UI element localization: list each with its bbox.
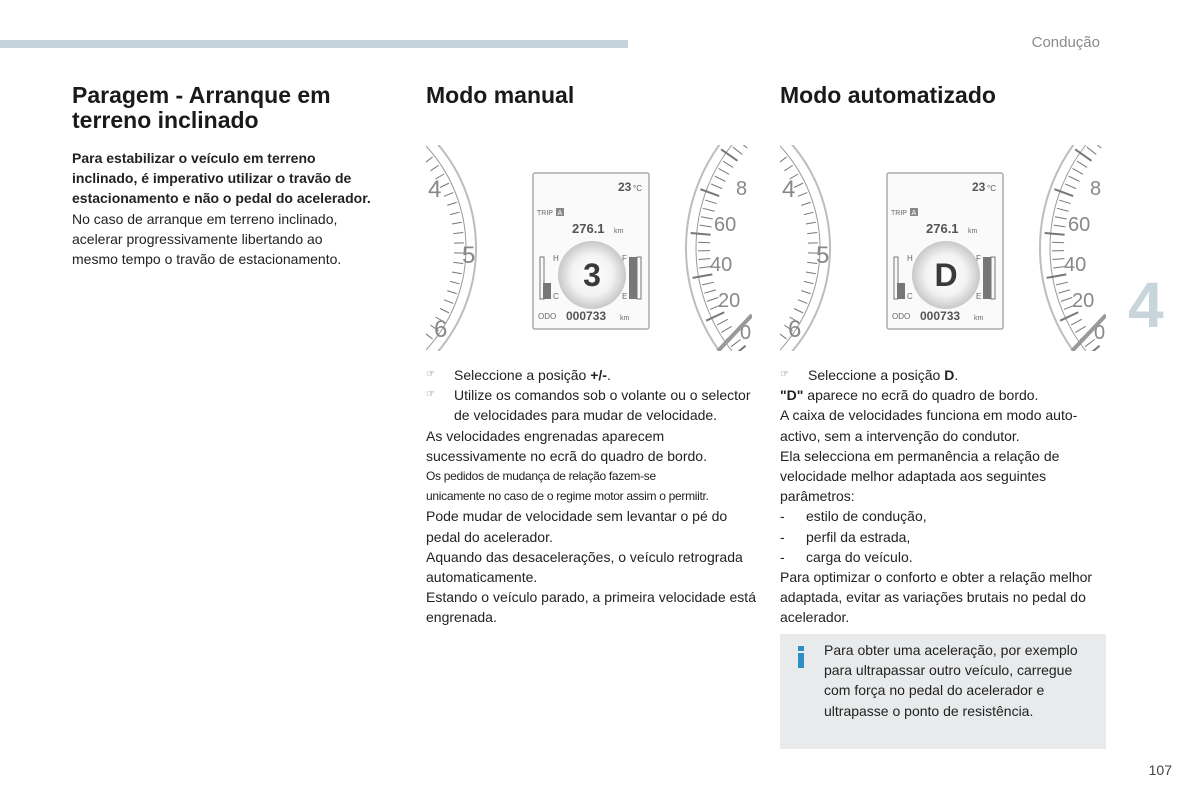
odo-value: 000733: [566, 309, 607, 323]
tick-label: 8: [736, 178, 748, 200]
tick-label: 0: [1094, 322, 1106, 344]
trip-unit: km: [614, 228, 624, 235]
center-display: [887, 173, 1003, 329]
fuel-f: F: [976, 254, 981, 263]
pointing-hand-icon: ☞: [780, 369, 789, 380]
trip-label: TRIP: [891, 210, 907, 217]
odo-label: ODO: [538, 312, 557, 321]
auto-paragraph: Ela selecciona em permanência a relação de velocidade melhor adaptada aos seguintes parâmetros:: [780, 447, 1060, 505]
temperature-value: 23: [972, 180, 986, 194]
param-item: - estilo de condução,: [780, 508, 927, 525]
pointing-hand-icon: ☞: [426, 389, 435, 401]
manual-paragraph: Pode mudar de velocidade sem levantar o pé do pedal do acelerador.: [426, 508, 728, 545]
info-box: [780, 634, 1106, 749]
list-item: ☞ Utilize os comandos sob o volante ou o selector de velocidades para mudar de velocidade.: [426, 387, 751, 424]
odo-label: ODO: [892, 312, 911, 321]
cluster-graphic: [780, 145, 1106, 351]
manual-bullet-list: [426, 365, 756, 426]
fuel-f: F: [622, 254, 627, 263]
instrument-cluster-manual: [426, 145, 752, 351]
center-display: [533, 173, 649, 329]
odo-unit: km: [974, 315, 984, 322]
heading-hill-start: Paragem - Arranque em terreno inclinado: [72, 82, 331, 133]
tick-label: 20: [1072, 290, 1095, 312]
tick-label: 40: [710, 254, 733, 276]
tick-label: 60: [714, 214, 737, 236]
tick-label: 20: [718, 290, 741, 312]
tick-label: 8: [1090, 178, 1102, 200]
gear-indicator: D: [934, 257, 958, 293]
tick-label: 6: [788, 316, 802, 343]
top-accent-bar: [0, 40, 628, 48]
chapter-number: 4: [1128, 269, 1164, 341]
tick-label: 4: [782, 176, 796, 203]
param-item: - perfil da estrada,: [780, 528, 911, 545]
manual-note-line-1: Os pedidos de mudança de relação fazem-se: [426, 469, 656, 484]
manual-paragraph: As velocidades engrenadas aparecem sucessivamente no ecrã do quadro de bordo.: [426, 427, 707, 464]
temp-h: H: [907, 254, 913, 263]
tick-label: 5: [462, 242, 476, 269]
tick-label: 0: [740, 322, 752, 344]
hill-start-text: No caso de arranque em terreno inclinado, acelerar progressivamente libertando ao mesmo tempo o travão de estacionamento.: [72, 210, 342, 268]
fuel-e: E: [976, 292, 982, 301]
column-hill-start: [72, 83, 372, 269]
trip-value: 276.1: [926, 221, 959, 236]
instrument-cluster-auto: [780, 145, 1106, 351]
list-item: ☞ Seleccione a posição D.: [780, 365, 1110, 385]
temperature-value: 23: [618, 180, 632, 194]
left-gauge: [780, 145, 830, 351]
tick-label: 60: [1068, 214, 1091, 236]
section-title: Condução: [1031, 34, 1100, 51]
auto-paragraph: Para optimizar o conforto e obter a relação melhor adaptada, evitar as variações brutais no pedal do acelerador.: [780, 569, 1093, 626]
column-automated-mode: [780, 83, 1110, 628]
fuel-e: E: [622, 292, 628, 301]
info-i-icon: [794, 646, 808, 668]
trip-unit: km: [968, 228, 978, 235]
tick-label: 5: [816, 242, 830, 269]
info-text: Para obter uma aceleração, por exemplo para ultrapassar outro veículo, carregue com força no pedal do acelerador e ultrapasse o ponto de resistência.: [824, 642, 1078, 719]
trip-sub: A: [911, 210, 917, 217]
gear-indicator: 3: [583, 257, 601, 293]
left-gauge: [426, 145, 476, 351]
manual-note-line-2: unicamente no caso de o regime motor assim o permiitr.: [426, 489, 709, 504]
odo-unit: km: [620, 315, 630, 322]
cluster-graphic: [426, 145, 752, 351]
temp-h: H: [553, 254, 559, 263]
trip-label: TRIP: [537, 210, 553, 217]
manual-paragraph: Aquando das desacelerações, o veículo retrograda automaticamente.: [426, 548, 743, 586]
heading-manual-mode: Modo manual: [426, 82, 575, 108]
column-manual-mode: [426, 83, 756, 628]
param-item: - carga do veículo.: [780, 548, 913, 565]
heading-automated-mode: Modo automatizado: [780, 82, 996, 108]
manual-paragraph: Estando o veículo parado, a primeira velocidade está engrenada.: [426, 589, 756, 626]
list-item: ☞ Seleccione a posição +/-.: [426, 365, 756, 385]
auto-paragraph: "D" aparece no ecrã do quadro de bordo.: [780, 387, 1039, 404]
tick-label: 40: [1064, 254, 1087, 276]
right-gauge: [686, 145, 752, 351]
pointing-hand-icon: ☞: [426, 369, 435, 380]
tick-label: 4: [428, 176, 442, 203]
right-gauge: [1040, 145, 1106, 351]
trip-value: 276.1: [572, 221, 605, 236]
tick-label: 6: [434, 316, 448, 343]
trip-sub: A: [557, 210, 563, 217]
hill-start-intro: Para estabilizar o veículo em terreno inclinado, é imperativo utilizar o travão de estacionamento e não o pedal do acelerador.: [72, 150, 371, 207]
temp-c: C: [907, 292, 913, 301]
temperature-unit: °C: [633, 184, 642, 193]
auto-paragraph: A caixa de velocidades funciona em modo auto-activo, sem a intervenção do condutor.: [780, 407, 1078, 444]
page-number: 107: [1148, 762, 1172, 778]
auto-bullet-list: [780, 365, 1110, 385]
temperature-unit: °C: [987, 184, 996, 193]
temp-c: C: [553, 292, 559, 301]
odo-value: 000733: [920, 309, 961, 323]
